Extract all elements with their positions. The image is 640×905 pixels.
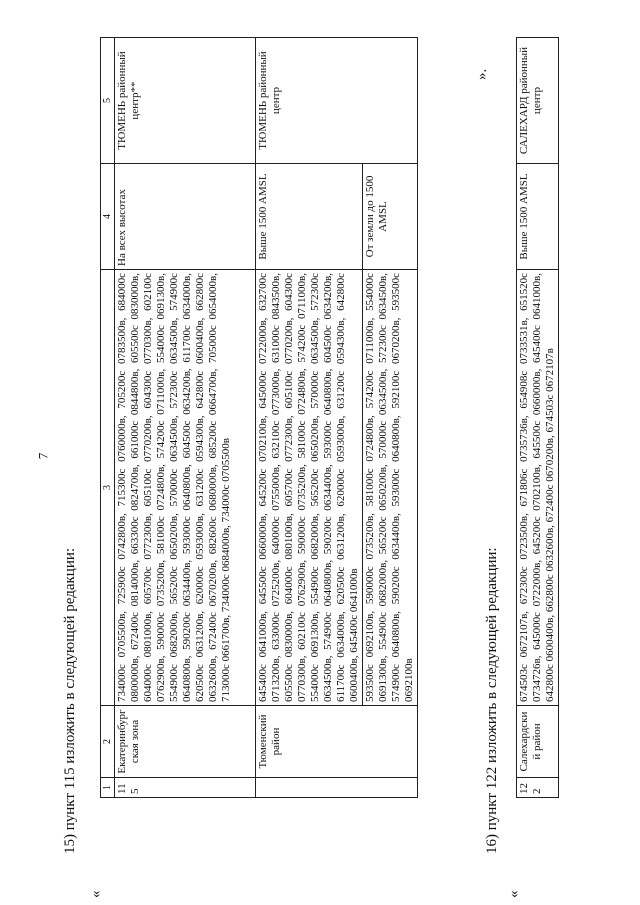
open-quote-1: « bbox=[88, 890, 104, 898]
table-row bbox=[517, 38, 559, 798]
zone-name: Екатеринбургская зона bbox=[115, 706, 256, 778]
zone-center: САЛЕХАРД районный центр bbox=[517, 38, 559, 164]
col-header-2: 2 bbox=[101, 706, 115, 778]
section-15-heading: 15) пункт 115 изложить в следующей редакции: bbox=[62, 547, 78, 854]
zone-center: ТЮМЕНЬ районный центр** bbox=[115, 38, 256, 164]
zone-height: Выше 1500 AMSL bbox=[517, 164, 559, 270]
page-number: 7 bbox=[35, 452, 51, 460]
table-item-115 bbox=[100, 37, 418, 798]
zone-name: Салехардский район bbox=[517, 706, 559, 778]
open-quote-2: « bbox=[506, 890, 522, 898]
table-row bbox=[115, 38, 256, 798]
table-row bbox=[256, 38, 363, 798]
zone-center: ТЮМЕНЬ районный центр bbox=[256, 38, 418, 164]
zone-height: На всех высотах bbox=[115, 164, 256, 270]
item-number bbox=[256, 778, 418, 798]
zone-name: Тюменский район bbox=[256, 706, 418, 778]
zone-coordinates: 593500с 0692100в, 590000с 0735200в, 581000с 0724800в, 574200с 0711000в, 554000с 0691300в, 554900с 0682000в, 565200с 0650200в, 570000с 0634500в, 572300с 0634500в, 574900с 0640800в, 590200с 0634400в, 593000с 0640800в, 592100с 0670200в, 593500с 0692100в bbox=[363, 270, 418, 706]
close-quote-1: ». bbox=[474, 68, 490, 80]
item-number: 122 bbox=[517, 778, 559, 798]
item-number: 115 bbox=[115, 778, 256, 798]
col-header-5: 5 bbox=[101, 38, 115, 164]
col-header-3: 3 bbox=[101, 270, 115, 706]
table-item-122 bbox=[516, 37, 559, 798]
zone-coordinates: 674503с 0672107в, 672300с 0723500в, 671806с 0735736в, 654908с 0733531в, 651520с 0734726в, 645000с 0722000в, 645200с 0702100в, 645500с 0660000в, 645400с 0641000в, 642800с 0600400в, 662800с 0632600в, 672400с 0670200в, 674503с 0672107в bbox=[517, 270, 559, 706]
col-header-1: 1 bbox=[101, 778, 115, 798]
zone-height: От земли до 1500 AMSL bbox=[363, 164, 418, 270]
col-header-4: 4 bbox=[101, 164, 115, 270]
zone-height: Выше 1500 AMSL bbox=[256, 164, 363, 270]
rotated-page-content bbox=[10, 18, 630, 898]
zone-coordinates: 734000с 0705500в, 725900с 0742800в, 715300с 0760000в, 705200с 0783500в, 684000с 0800000в, 672400с 0814000в, 663300с 0824700в, 661000с 0844800в, 605500с 0830000в, 604000с 0801000в, 605700с 0772300в, 605100с 0770200в, 604300с 0770300в, 602100с 0762900в, 590000с 0735200в, 581000с 0724800в, 574200с 0711000в, 554000с 0691300в, 554900с 0682000в, 565200с 0650200в, 570000с 0634500в, 572300с 0634500в, 574900с 0640800в, 590200с 0634400в, 593000с 0640800в, 604500с 0634200в, 611700с 0634000в, 620500с 0631200в, 620000с 0593000в, 631200с 0594300в, 642800с 0600400в, 662800с 0632600в, 672400с 0670200в, 682600с 0680000в, 685200с 0664700в, 705000с 0654000в, 713000с 0661700в, 734000с 0684000в, 734000с 0705500в bbox=[115, 270, 256, 706]
header-row bbox=[101, 38, 115, 798]
section-16-heading: 16) пункт 122 изложить в следующей редакции: bbox=[484, 547, 500, 854]
zone-coordinates: 645400с 0641000в, 645500с 0660000в, 645200с 0702100в, 645000с 0722000в, 632700с 0713200в, 633000с 0725200в, 640000с 0755000в, 632100с 0773000в, 631000с 0843500в, 605500с 0830000в, 604000с 0801000в, 605700с 0772300в, 605100с 0770200в, 604300с 0770300в, 602100с 0762900в, 590000с 0735200в, 581000с 0724800в, 574200с 0711000в, 554000с 0691300в, 554900с 0682000в, 565200с 0650200в, 570000с 0634500в, 572300с 0634500в, 574900с 0640800в, 590200с 0634400в, 593000с 0640800в, 604500с 0634200в, 611700с 0634000в, 620500с 0631200в, 620000с 0593000в, 631200с 0594300в, 642800с 0600400в, 645400с 0641000в bbox=[256, 270, 363, 706]
